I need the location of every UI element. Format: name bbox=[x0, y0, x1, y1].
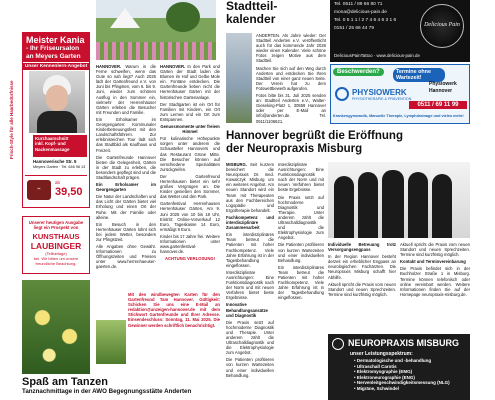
article-paragraph: Ein Besuch in den Herrenhäuser Gärten lohnt sich bei jedem Wetter, besonders zur Pfingstzeit. bbox=[96, 221, 156, 242]
tattoo-logo-text: Delicious Pain bbox=[424, 22, 460, 28]
article-paragraph bbox=[160, 64, 220, 100]
list-item-text: Elektromyographie (EMG) bbox=[356, 369, 413, 375]
article-neuro-right-col2 bbox=[400, 242, 470, 330]
article-subhead: Kontakt und Terminvereinbarung bbox=[400, 259, 466, 265]
price-value: 39,50 bbox=[55, 186, 83, 198]
article-text: In den Park und Gärten der Stadt laden die Blumen im Hof und Gelbe Mole ein. Fontäne entdecken. Die Gartenfreunde lieben nicht die Herrenhäuser Gärten mit der historischen Gartenanlage. bbox=[160, 64, 220, 100]
neuro-ad-title: NEUROPRAXIS MISBURG bbox=[348, 338, 460, 348]
article-paragraph: In der Region Hannover besteht derzeit ein erheblicher Engpass an neurologischen Fachärzten. Die Neuropraxis Misburg schafft hier Abhilfe. bbox=[328, 254, 396, 280]
article-subhead: Genussmomente unter freiem Himmel bbox=[160, 124, 220, 135]
list-item: • Migräne, Schwindel bbox=[354, 385, 399, 391]
article-paragraph: Die Praxis befindet sich in der Buchholzer Straße 1 in Misburg. Termine können telefonisch oder online vereinbart werden. Weitere Informationen finden Sie auf der Homepage neuropraxis-misburg.de. bbox=[400, 266, 470, 297]
article-paragraph: Machen Sie sich auf den Weg durch Anderten und entdecken Sie Ihren Stadtteil von einer ganz neuen Seite. Der Verein hat zu dem Fotowettbewerb aufgerufen. bbox=[256, 65, 326, 91]
article-neuro-col2 bbox=[278, 162, 324, 386]
flower-photo-left bbox=[22, 280, 90, 374]
article-paragraph: Die Gartenfreunde Hannover bieten die Gelegenheit, Gärten in der Stadt zu erleben, die besonders gepflegt sind und die Stadtlandschaft prägen. bbox=[96, 154, 156, 180]
physio-bubble-2: Termine ohne Wartezeit! bbox=[393, 68, 445, 82]
article-paragraph: Die Patienten profitieren von kurzen Wartezeiten und einer individuellen Behandlung. bbox=[278, 242, 324, 263]
article-subhead: Individuelle Betreuung trotz Versorgungsengpass bbox=[328, 242, 396, 253]
main-headline-line1: Hannover begrüßt die Eröffnung bbox=[226, 130, 403, 142]
physio-logo-icon bbox=[335, 87, 349, 101]
article-paragraph: Die Natur der Landschaften und das Licht der Gärten bietet viel Erholung und einen Ort der Ruhe. Mit der Familie oder alleine. bbox=[96, 194, 156, 220]
ad-title-bar bbox=[23, 33, 89, 62]
stylist-photo bbox=[29, 71, 85, 133]
article-paragraph: ANDERTEN. Als Jahre wieder: Der Stadtteil Anderten e.V. veröffentlicht auch für das kommende Jahr 2026 wieder einen Kalender. Viele schöne Fotos zeigen Motive aus dem Stadtteil. bbox=[256, 33, 326, 64]
haarhaus-logo: ✂ bbox=[27, 180, 51, 200]
article-text: Seit kurzem bereichert die Neuropraxis Dr. med. Kowalczyk Misburg um ein weiteres Angebot. Am neuen Standort wird ein Team mit Therapeuten aus den Fachbereichen Logopädie und Ergotherapie behandelt. bbox=[226, 162, 274, 213]
article-subhead: Fachkompetenz und interdisziplinäre Zusammenarbeit bbox=[226, 214, 274, 231]
article-paragraph: Aktuell spricht die Praxis vom neuen Standort und neuen Sprechzeiten. Termine sind kurzfristig möglich. bbox=[400, 242, 470, 258]
ad-physiowerk bbox=[330, 64, 470, 124]
physio-location2: Hannover bbox=[429, 88, 453, 94]
neuro-ad-list bbox=[354, 358, 450, 392]
physio-tagline: PHYSIOTHERAPIE & PRÄVENTION bbox=[352, 97, 412, 101]
article-text: Warum in die Ferne schweifen, wenn das Gute so nah liegt? Auch 2025 lädt der Gartenfreund e.V. von Juni bis Pfingsten, vom 6. bis 9. Juni, wieder zum schönen Ausflug in den Sommer ein, vielmehr der Herrenhäuser Gärten erleben die Besucher mit Freunden und Familie. bbox=[96, 64, 157, 115]
ad-meister-badge bbox=[33, 135, 87, 157]
list-item: • Dermatologische und -behandlung bbox=[354, 358, 432, 363]
ad-meister-address2: Meyers Garten · Tel. 646 96 13 bbox=[33, 165, 86, 169]
article-dateline: MISBURG. bbox=[226, 162, 247, 167]
ad-laubinger bbox=[22, 216, 90, 274]
laubinger-line5: freundliche Beachtung. bbox=[35, 261, 77, 266]
list-item: • Ultraschall Carotis bbox=[354, 363, 397, 369]
physio-phone: 0511 / 69 11 99 bbox=[409, 101, 467, 109]
article-paragraph bbox=[96, 64, 156, 115]
ad-neuropraxis bbox=[328, 334, 470, 400]
laubinger-line2: liegt ein Prospekt von bbox=[33, 225, 79, 230]
physio-footer: Krankengymnastik, Manuelle Therapie, Lymphdrainage und vieles mehr! bbox=[333, 114, 464, 118]
list-item-text: Ultraschall Carotis bbox=[356, 363, 397, 369]
tattoo-phone: Tel. 0 5 1 1 / 2 7 4 6 4 6 3 1 6 bbox=[334, 18, 397, 23]
laubinger-line3: (Teilbeilage) bbox=[45, 251, 67, 256]
article-paragraph: Aktuell spricht die Praxis vom neuen Standort und neuen Sprechzeiten. Termine sind kurzfristig möglich. bbox=[328, 281, 396, 297]
team-member bbox=[408, 172, 428, 238]
ad-meister-kania bbox=[9, 32, 90, 208]
laubinger-line1: Unserer heutigen Ausgabe bbox=[28, 220, 84, 225]
price-prefix: ab bbox=[55, 180, 61, 185]
tanz-title: Spaß am Tanzen bbox=[22, 376, 108, 388]
article-subhead-red: ACHTUNG VERLOSUNG! bbox=[164, 256, 216, 262]
stylist-body bbox=[37, 111, 77, 133]
team-member bbox=[432, 174, 452, 238]
article-paragraph: Fotos bitte bis 31. Juli 2025 senden an: Stadtteil Anderten e.V., Walter-Gieseking-Platz 1, 30559 Hannover oder per E-Mail an info@anderten.de. Tel. 0511/1106621. bbox=[256, 93, 326, 124]
tattoo-mobile: 0151 / 25 66 44 79 bbox=[334, 26, 375, 31]
tattoo-tel: Tel. 0511 / 89 66 80 71 bbox=[334, 2, 383, 7]
garden-photo-bottom bbox=[96, 320, 126, 364]
ad-meister-sub2: an Meyers Garten bbox=[26, 52, 81, 60]
article-paragraph bbox=[226, 162, 274, 213]
stadtteil-title-line1: Stadtteil- bbox=[226, 0, 278, 13]
list-item: • Elektroneurographie (ENG) bbox=[354, 374, 415, 380]
laubinger-line4: bei. Wir bitten um unsere bbox=[33, 256, 79, 261]
article-paragraph: Für kulinarische Höhepunkte sorgen unter anderem die Schausteller Hannovers und das Restaurant Grüne Mitte. Die Besucher können auf verschiedene Spezialitäten zurückgreifen. bbox=[160, 136, 220, 172]
tattoo-mail: mona@delicious-pain.de bbox=[334, 10, 387, 15]
ad-meister-offer: Unser Kennenlern-Angebot bbox=[24, 64, 88, 69]
article-paragraph: Ein interdisziplinäres Team betreut die Patienten mit hoher Fachkompetenz. Viele Jahre Erfahrung ist in der Tagesbehandlung eingeflossen. bbox=[278, 264, 324, 301]
article-paragraph: Kinder bis 17 Jahre frei. Weitere Informationen unter www.gartenfestival-hannover.de. bbox=[160, 233, 220, 255]
ad-meister-price-box bbox=[25, 175, 87, 205]
team-member bbox=[334, 176, 354, 238]
tattoo-social: DeliciousPainTattoo · www.delicious-pain.de bbox=[334, 53, 420, 58]
park-flowers bbox=[96, 42, 216, 60]
park-tree bbox=[166, 2, 200, 32]
article-paragraph: Interdisziplinäre Ausrichtungen: Eine Funktionsdiagnostik nach der Norm und mit neuen Verfahren bietet beste Ergebnisse. bbox=[226, 269, 274, 301]
park-tent bbox=[110, 8, 140, 28]
article-subhead: Innovative Behandlungsansätze und Diagnostik bbox=[226, 302, 268, 318]
badge-line: Kurzhaarschnitt bbox=[35, 136, 69, 141]
ad-meister-address1: Hannoverische Str. 5 bbox=[33, 159, 77, 164]
tattoo-logo bbox=[420, 4, 464, 48]
article-dateline: HANNOVER. bbox=[160, 64, 186, 69]
list-item: • Nervenleitgeschwindigkeitsmessung (NLG) bbox=[354, 380, 450, 386]
team-member bbox=[382, 170, 404, 238]
stadtteil-text bbox=[256, 33, 326, 125]
list-item-text: Nervenleitgeschwindigkeitsmessung (NLG) bbox=[356, 380, 450, 386]
tanz-subtitle: Tanznachmittage in der AWO Begegnungsstätte Anderten bbox=[22, 388, 192, 395]
list-item-text: Migräne, Schwindel bbox=[356, 385, 399, 391]
badge-line: Nackenmassage bbox=[35, 146, 70, 152]
article-paragraph: Die Patienten profitieren von kurzen Wartezeiten und einer individuellen Behandlung. bbox=[226, 357, 274, 378]
article-paragraph: Interdisziplinäre Ausrichtungen: Eine Funktionsdiagnostik nach der Norm und mit neuen Verfahren bietet beste Ergebnisse. bbox=[278, 162, 324, 193]
stadtteil-title-line2: kalender bbox=[226, 12, 276, 26]
laubinger-name2: LAUBINGER bbox=[30, 241, 82, 251]
article-paragraph: Alle Angaben ohne Gewähr. Informationen zu Öffnungszeiten und Preisen unter www.herrenhaeuser-gaerten.de. bbox=[96, 244, 156, 270]
article-subhead: Ein Erholsamer im Georgengarten bbox=[96, 182, 156, 193]
article-dateline: HANNOVER. bbox=[96, 64, 122, 69]
laubinger-name1: KUNSTHAUS bbox=[32, 232, 80, 241]
park-photo bbox=[96, 0, 216, 60]
neuro-team-photo bbox=[328, 162, 470, 238]
main-headline-line2: der Neuropraxis Misburg bbox=[226, 143, 363, 155]
article-paragraph: Der Gartenfreund Herrenhausen bietet ein sehr großes Vergnügen an. Die Kinder genießen den Sommer, das Wetter und den Park. bbox=[160, 173, 220, 200]
article-paragraph: Der Stadtgarten ist ein Ort für Familien mit Kindern, ein Ort zum Lernen und ein Ort zum Entspannen. bbox=[160, 101, 220, 122]
calendar-photo bbox=[226, 33, 252, 123]
article-paragraph: Gartenfestival Herrenhausen Herrenhäuser Gärten, Am 9. Juni 2025 von 10 bis 18 Uhr, Eintritt: Online-Vorverkauf 12 Euro, Tageskasse 14 Euro, ermäßigt 8 Euro. bbox=[160, 201, 220, 232]
list-item-text: Dermatologische und -behandlung bbox=[356, 358, 432, 363]
article-paragraph: Ein Erholsamer im Georgengarten: Kommunaler Kinderbetreuungsfest mit den Landschaftsführern. Zur erlebnisreichen Tour lädt sich das Stadtbild als Kaufhaus und Freizeit. bbox=[96, 116, 156, 153]
ad-meister-side-text: Frisch-Style für alle Haarbedürfnisse bbox=[9, 80, 14, 159]
physio-bubble-1: Beschwerden? bbox=[333, 68, 384, 76]
ad-meister-sub1: - Ihr Friseursalon bbox=[26, 45, 80, 52]
stadtteil-title bbox=[226, 0, 326, 30]
physio-brand: PHYSIOWERK bbox=[352, 88, 407, 97]
tanz-headline bbox=[22, 376, 322, 400]
article-paragraph: Ein interdisziplinäres Team betreut die Patienten mit hoher Fachkompetenz. Viele Jahre Erfahrung ist in der Tagesbehandlung eingeflossen. bbox=[226, 232, 274, 268]
ad-meister-title: Meister Kania bbox=[26, 35, 85, 45]
list-item: • Elektromyographie (EMG) bbox=[354, 369, 413, 375]
physio-location1: Physiowerk bbox=[429, 81, 457, 87]
ad-tattoo bbox=[330, 0, 470, 62]
article-highlight bbox=[128, 292, 220, 362]
article-neuro-col1 bbox=[226, 162, 274, 386]
neuro-ad-subtitle: unser Leistungsspektrum: bbox=[350, 351, 413, 357]
article-neuro-right-col1 bbox=[328, 242, 396, 330]
badge-line: inkl. Kopf- und bbox=[35, 141, 66, 147]
article-paragraph: Die Praxis setzt auf hochmoderne Diagnostik und Therapie. Unter anderem zählt die Ultraschalldiagnostik und die Elektrophysiologie zum Angebot. bbox=[278, 194, 324, 241]
list-item-text: Elektroneurographie (ENG) bbox=[356, 374, 415, 380]
stylist-face bbox=[46, 85, 68, 111]
team-member bbox=[358, 172, 378, 238]
main-headline bbox=[226, 130, 476, 160]
neuro-ad-icon bbox=[332, 338, 344, 350]
highlight-text: Mit den windbewegten Karten für den Gartenfreund Tam Hannover. Gültigkeit: Schicken Sie uns eine E-Mail an redaktion@anzeigen-hannover.de mit dem Stichwort Gartenfreunde und Ihrer Adresse. Einsendeschluss: Sonntag, 11. Mai 2025. Die Gewinner werden schriftlich benachrichtigt. bbox=[128, 292, 220, 328]
article-paragraph: Die Praxis setzt auf hochmoderne Diagnostik und Therapie. Unter anderem zählt die Ultraschalldiagnostik und die Elektrophysiologie zum Angebot. bbox=[226, 319, 274, 356]
